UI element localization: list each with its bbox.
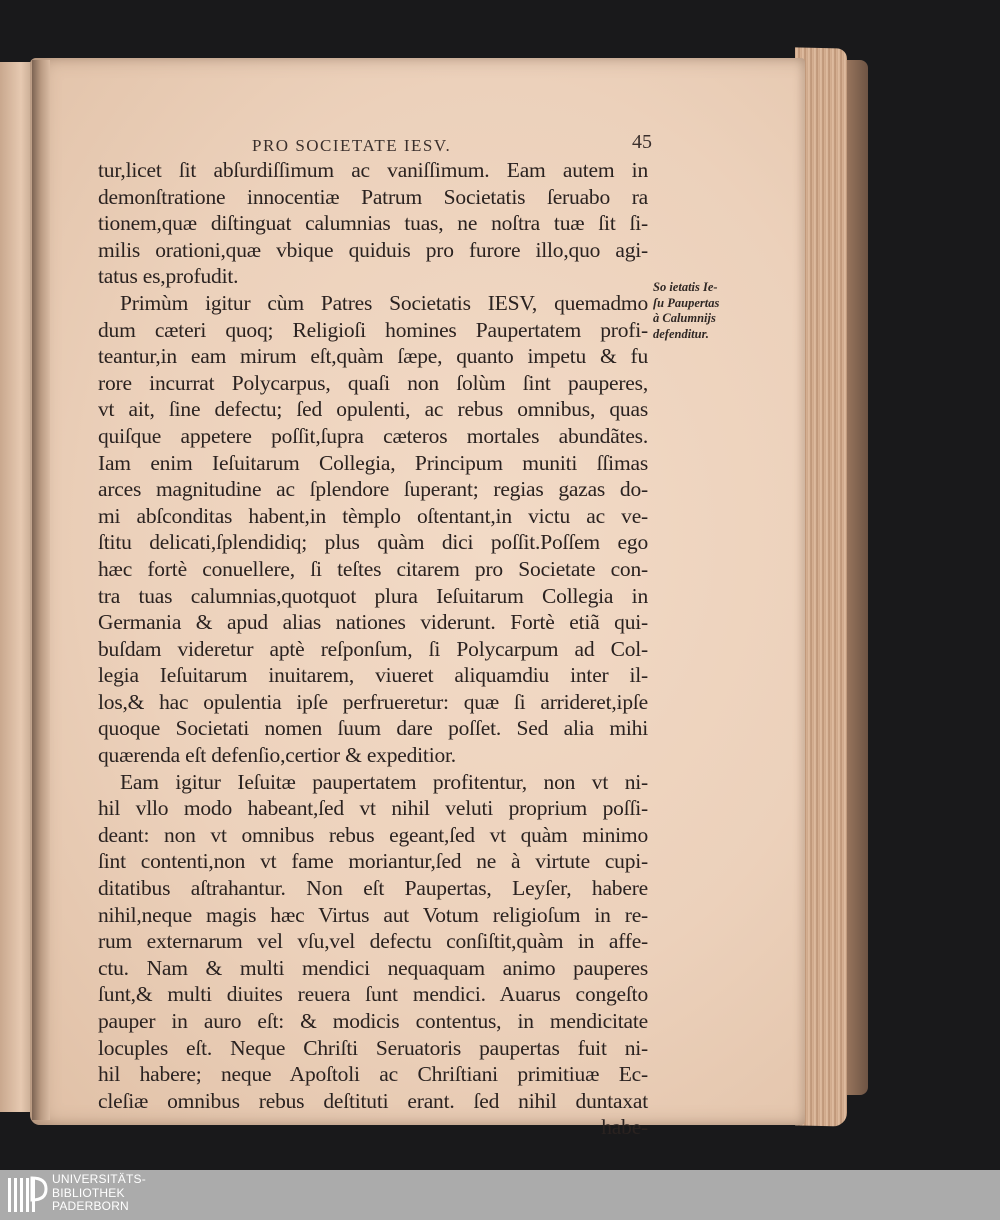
text-line: pauper in auro eſt: & modicis contentus, in mendicitate bbox=[98, 1009, 648, 1033]
text-line: hil vllo modo habeant,ſed vt nihil veluti proprium poſſi- bbox=[98, 796, 648, 821]
text-line: vt ait, ſine defectu; ſed opulenti, ac rebus omnibus, quas bbox=[98, 397, 648, 422]
library-name-line: UNIVERSITÄTS- bbox=[52, 1172, 146, 1186]
text-line: los,& hac opulentia ipſe perfrueretur: quæ ſi arrideret,ipſe bbox=[98, 689, 648, 714]
body-text bbox=[98, 157, 648, 1141]
library-logo-icon bbox=[6, 1175, 48, 1215]
text-line: quærenda eſt defenſio,certior & expeditior. bbox=[98, 743, 456, 768]
page-number: 45 bbox=[632, 131, 652, 153]
text-line: rum externarum vel vſu,vel defectu conſiſtit,quàm in affe- bbox=[98, 929, 648, 954]
text-line: Iam enim Ieſuitarum Collegia, Principum muniti ſſimas bbox=[98, 450, 648, 475]
text-line: mi abſconditas habent,in tèmplo oſtentant,in victu ac ve- bbox=[98, 503, 648, 528]
catchword: habe- bbox=[601, 1115, 648, 1140]
library-name-line: BIBLIOTHEK bbox=[52, 1185, 125, 1200]
text-line: nihil,neque magis hæc Virtus aut Votum religioſum in re- bbox=[98, 902, 648, 927]
library-footer bbox=[0, 1170, 1000, 1220]
marginal-note-line: defenditur. bbox=[653, 326, 709, 341]
marginal-note-line: à Calumnijs bbox=[653, 311, 716, 326]
text-line: teantur,in eam mirum eſt,quàm ſæpe, quanto impetu & fu bbox=[98, 344, 648, 369]
text-line: tionem,quæ diſtinguat calumnias tuas, ne noſtra tuæ ſit ſi- bbox=[98, 211, 648, 236]
text-line: rore incurrat Polycarpus, quaſi non ſolùm ſint pauperes, bbox=[98, 370, 648, 395]
text-line: Eam igitur Ieſuitæ paupertatem profitentur, non vt ni- bbox=[120, 769, 648, 794]
text-line: demonſtratione innocentiæ Patrum Societatis ſeruabo ra bbox=[98, 184, 648, 209]
text-line: ditatibus aſtrahantur. Non eſt Paupertas, Leyſer, habere bbox=[98, 876, 648, 901]
text-line: ſtitu delicati,ſplendidiq; plus quàm dici poſſit.Poſſem ego bbox=[98, 530, 648, 555]
text-line: quoque Societati nomen ſuum dare poſſet. Sed alia mihi bbox=[98, 716, 648, 741]
text-line: Primùm igitur cùm Patres Societatis IESV, quemadmo bbox=[120, 290, 648, 315]
text-line: buſdam videretur aptè reſponſum, ſi Polycarpum ad Col- bbox=[98, 636, 648, 661]
text-line: locuples eſt. Neque Chriſti Seruatoris paupertas fuit ni- bbox=[98, 1035, 648, 1060]
text-line: hil habere; neque Apoſtoli ac Chriſtiani primitiuæ Ec- bbox=[98, 1062, 648, 1087]
text-line: hæc fortè conuellere, ſi teſtes citarem pro Societate con- bbox=[98, 556, 648, 581]
library-name bbox=[52, 1173, 146, 1214]
text-line: deant: non vt omnibus rebus egeant,ſed vt quàm minimo bbox=[98, 822, 648, 847]
library-name-line: PADERBORN bbox=[52, 1199, 129, 1213]
text-line: cleſiæ omnibus rebus deſtituti erant. ſed nihil duntaxat bbox=[98, 1088, 648, 1113]
text-line: legia Ieſuitarum inuitarem, viueret aliquamdiu inter il- bbox=[98, 663, 648, 688]
text-line: ſunt,& multi diuites reuera ſunt mendici. Auarus congeſto bbox=[98, 982, 648, 1007]
marginal-note-line: ſu Paupertas bbox=[653, 295, 720, 310]
gutter bbox=[32, 60, 50, 1120]
text-line: tur,licet ſit abſurdiſſimum ac vaniſſimum. Eam autem in bbox=[98, 158, 648, 182]
show-through-marks bbox=[655, 157, 683, 170]
marginal-note bbox=[653, 280, 738, 342]
text-line: tatus es,profudit. bbox=[98, 264, 239, 289]
text-line: ſint contenti,non vt fame moriantur,ſed ne à virtute cupi- bbox=[98, 849, 648, 874]
text-line: arces magnitudine ac ſplendore ſuperant; regias gazas do- bbox=[98, 477, 648, 502]
running-head: PRO SOCIETATE IESV. bbox=[252, 136, 452, 155]
text-line: ctu. Nam & multi mendici nequaquam animo pauperes bbox=[98, 955, 648, 980]
marginal-note-line: So ietatis Ie- bbox=[653, 280, 718, 294]
text-line: Germania & apud alias nationes viderunt. Fortè etiã qui- bbox=[98, 610, 648, 635]
text-line: quiſque appetere poſſit,ſupra cæteros mortales abundãtes. bbox=[98, 423, 648, 448]
text-line: dum cæteri quoq; Religioſi homines Paupertatem profi- bbox=[98, 317, 648, 342]
text-line: tra tuas calumnias,quotquot plura Ieſuitarum Collegia in bbox=[98, 583, 648, 608]
text-line: milis orationi,quæ vbique quiduis pro furore illo,quo agi- bbox=[98, 237, 648, 262]
